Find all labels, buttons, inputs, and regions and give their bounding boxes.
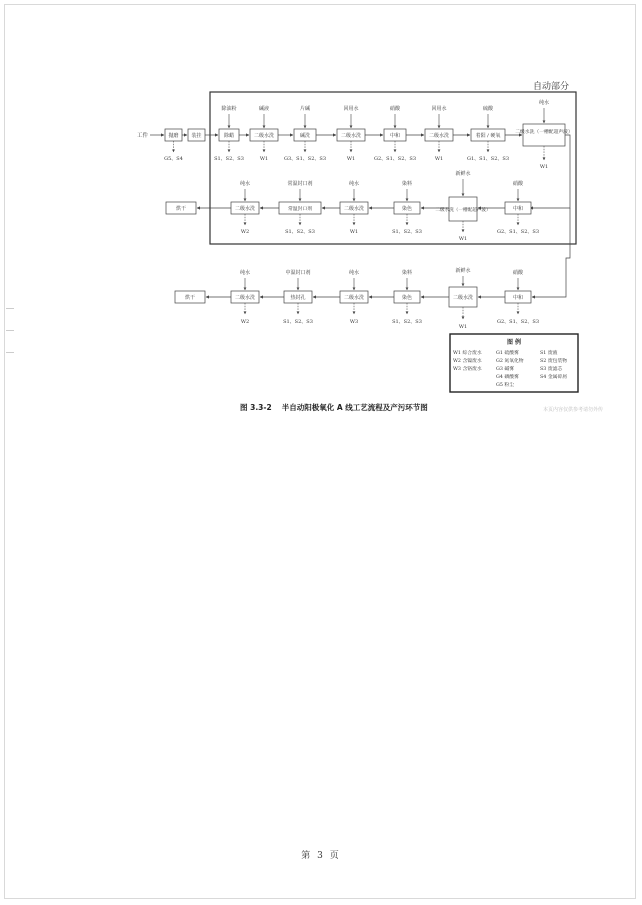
legend (450, 334, 578, 392)
process-label: 二级水洗 (253, 133, 275, 139)
process-label: 装挂 (191, 133, 202, 139)
pollutant-label: G3、S1、S2、S3 (284, 156, 326, 162)
input-material: 新鲜水 (455, 171, 471, 177)
automatic-section-frame (210, 92, 576, 244)
process-label: 二级水洗 (428, 133, 450, 139)
pollutant-label: W2 (240, 229, 250, 235)
legend-item: G3 碱雾 (496, 367, 515, 372)
process-label: 中和 (512, 206, 524, 212)
figure-title: 半自动阳极氧化 A 线工艺流程及产污环节图 (281, 403, 428, 412)
process-box-ultrasonic-rinse (523, 124, 565, 146)
legend-item: G2 氮氧化物 (496, 359, 524, 364)
pollutant-label: W1 (539, 164, 549, 170)
process-label: 二级水洗 (340, 133, 362, 139)
legend-title: 图 例 (506, 339, 522, 346)
pollutant-label: S1、S2、S3 (392, 229, 422, 235)
legend-item: G1 硫酸雾 (496, 351, 519, 356)
input-material: 硫酸 (482, 106, 494, 112)
input-material: 纯水 (538, 100, 550, 106)
process-label: 除蜡 (223, 133, 235, 139)
input-material: 纯水 (348, 270, 360, 276)
process-label: 染色 (401, 206, 413, 212)
pollutant-label: W1 (434, 156, 444, 162)
input-material: 回用水 (431, 106, 447, 112)
input-material: 硝酸 (512, 270, 524, 276)
input-material: 纯水 (239, 181, 251, 187)
pollutant-label: W1 (458, 324, 468, 330)
input-material: 除油粉 (221, 106, 237, 112)
process-label: 中和 (389, 133, 401, 139)
row-3 (175, 267, 539, 330)
input-material: 染料 (401, 181, 413, 187)
faint-note: 本页内容仅供参考请勿外传 (543, 407, 604, 413)
process-label: 二级水洗 (343, 295, 365, 301)
pollutant-label: G1、S1、S2、S3 (467, 156, 509, 162)
input-material: 纯水 (239, 270, 251, 276)
pollutant-label: G2、S1、S2、S3 (374, 156, 416, 162)
section-label: 自动部分 (533, 82, 570, 92)
process-label: 热封孔 (290, 295, 306, 301)
process-label: 烘干 (175, 206, 187, 212)
legend-item: W3 含铬废水 (453, 367, 482, 372)
process-label: 二级水洗（一槽配超声波） (515, 130, 573, 135)
pollutant-label: G2、S1、S2、S3 (497, 229, 539, 235)
process-label: 抛磨 (168, 133, 179, 139)
process-label: 烘干 (184, 295, 196, 301)
process-label: 中和 (512, 295, 524, 301)
input-material: 硝酸 (389, 106, 401, 112)
input-material: 中温封口剂 (285, 270, 311, 276)
pollutant-label: W2 (240, 319, 250, 325)
process-label: 二级水洗 (452, 295, 474, 301)
process-label: 二级水洗（一槽配超声波） (435, 208, 491, 213)
legend-item: G4 磷酸雾 (496, 375, 519, 380)
input-material: 常温封口剂 (287, 181, 313, 187)
process-label: 染色 (401, 295, 413, 301)
input-material: 片碱 (299, 106, 311, 112)
input-material: 碱液 (258, 106, 270, 112)
figure-caption (240, 402, 438, 413)
legend-item: S1 废液 (540, 351, 558, 356)
process-label: 碱洗 (299, 133, 311, 139)
input-material: 染料 (401, 270, 413, 276)
input-material: 硝酸 (512, 181, 524, 187)
process-label: 着阳 / 硬氧 (475, 133, 501, 139)
pollutant-label: S1、S2、S3 (285, 229, 315, 235)
input-material: 回用水 (343, 106, 359, 112)
legend-item: W1 综合废水 (453, 351, 482, 356)
row-1 (164, 99, 573, 170)
input-material: 新鲜水 (455, 268, 471, 274)
pollutant-label: W1 (259, 156, 269, 162)
flow-arrow (532, 208, 570, 297)
legend-item: W2 含镍废水 (453, 359, 482, 364)
process-label: 二级水洗 (234, 295, 256, 301)
pollutant-label: S1、S2、S3 (214, 156, 244, 162)
legend-item: S2 废包装物 (540, 359, 568, 364)
input-label: 工件 (137, 133, 149, 139)
input-material: 纯水 (348, 181, 360, 187)
pollutant-label: G5、S4 (164, 156, 183, 162)
page-number: 第 3 页 (301, 851, 341, 861)
pollutant-label: W3 (349, 319, 359, 325)
legend-item: S3 废滤芯 (540, 367, 563, 372)
pollutant-label: S1、S2、S3 (283, 319, 313, 325)
figure-number: 图 3.3-2 (240, 403, 272, 412)
process-label: 常温封口剂 (288, 207, 312, 212)
pollutant-label: W1 (458, 236, 468, 242)
process-label: 二级水洗 (343, 206, 365, 212)
pollutant-label: W1 (349, 229, 359, 235)
process-label: 二级水洗 (234, 206, 256, 212)
pollutant-label: W1 (346, 156, 356, 162)
pollutant-label: S1、S2、S3 (392, 319, 422, 325)
row-2 (166, 170, 539, 242)
legend-item: S4 金属碎屑 (540, 375, 568, 380)
pollutant-label: G2、S1、S2、S3 (497, 319, 539, 325)
legend-item: G5 粉尘 (496, 383, 515, 388)
